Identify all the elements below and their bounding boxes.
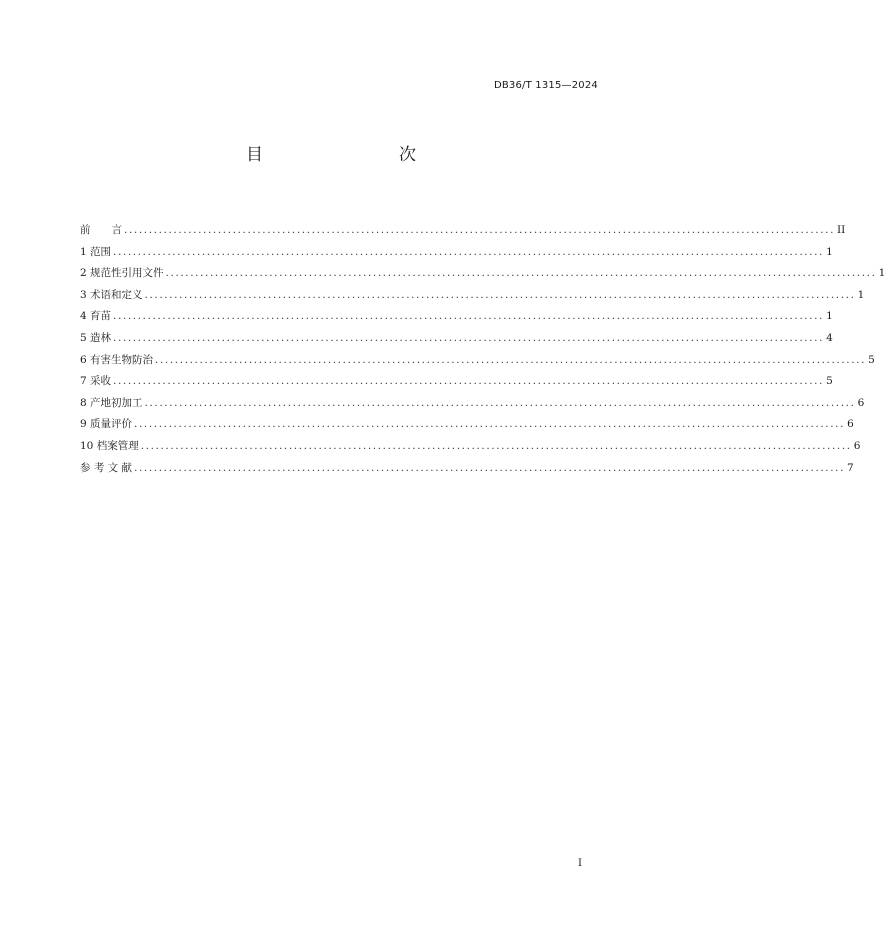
- toc-leader-dots: ................................................................................................................................................: [113, 310, 825, 323]
- toc-entry-scope[interactable]: [80, 244, 833, 266]
- toc-entry-page: 1: [826, 310, 833, 323]
- toc-entry-label: 4 育苗: [80, 310, 112, 323]
- toc-entry-label: 10 档案管理: [80, 439, 139, 452]
- toc-entry-page: 6: [857, 396, 865, 409]
- toc-leader-dots: ................................................................................................................................................: [165, 267, 877, 280]
- toc-leader-dots: ................................................................................................................................................: [155, 353, 867, 366]
- toc-entry-label: 1 范围: [80, 245, 112, 258]
- toc-entry-label: 3 术语和定义: [80, 288, 143, 301]
- toc-entry-pest-control[interactable]: [80, 352, 875, 374]
- toc-entry-page: 1: [857, 288, 865, 301]
- toc-entry-foreword[interactable]: [80, 222, 846, 244]
- toc-entry-page: 1: [878, 267, 885, 280]
- toc-leader-dots: ................................................................................................................................................: [113, 331, 825, 344]
- toc-entry-bibliography[interactable]: [80, 460, 854, 482]
- toc-leader-dots: ................................................................................................................................................: [124, 224, 836, 236]
- toc-entry-label: 6 有害生物防治: [80, 353, 154, 366]
- toc-entry-label: 8 产地初加工: [80, 396, 143, 409]
- toc-leader-dots: ................................................................................................................................................: [113, 375, 825, 388]
- toc-entry-seedling[interactable]: [80, 308, 833, 330]
- table-of-contents: [80, 222, 885, 481]
- toc-entry-page: II: [837, 224, 846, 236]
- toc-entry-processing[interactable]: [80, 395, 865, 417]
- toc-entry-page: 6: [847, 418, 854, 431]
- toc-entry-terms[interactable]: [80, 287, 865, 309]
- toc-entry-quality[interactable]: [80, 416, 854, 438]
- toc-leader-dots: ................................................................................................................................................: [140, 439, 852, 452]
- toc-entry-page: 5: [826, 375, 833, 388]
- toc-leader-dots: ................................................................................................................................................: [144, 288, 856, 301]
- toc-entry-label: 前 言: [80, 224, 122, 236]
- toc-leader-dots: ................................................................................................................................................: [113, 245, 825, 258]
- toc-entry-label: 5 造林: [80, 331, 112, 344]
- toc-entry-afforestation[interactable]: [80, 330, 833, 352]
- toc-entry-page: 1: [826, 245, 833, 258]
- toc-entry-page: 7: [847, 461, 854, 474]
- toc-entry-label: 7 采收: [80, 375, 112, 388]
- standard-code: DB36/T 1315—2024: [493, 80, 598, 91]
- toc-entry-label: 参 考 文 献: [80, 461, 133, 474]
- toc-entry-label: 9 质量评价: [80, 418, 133, 431]
- toc-entry-records[interactable]: [80, 438, 861, 460]
- toc-entry-page: 4: [826, 331, 833, 344]
- page-title: 目 次: [246, 145, 450, 165]
- toc-entry-harvest[interactable]: [80, 373, 833, 395]
- toc-entry-label: 2 规范性引用文件: [80, 267, 164, 280]
- toc-entry-page: 5: [868, 353, 875, 366]
- toc-leader-dots: ................................................................................................................................................: [134, 418, 846, 431]
- toc-leader-dots: ................................................................................................................................................: [144, 396, 856, 409]
- toc-entry-normative-references[interactable]: [80, 265, 885, 287]
- toc-entry-page: 6: [853, 439, 861, 452]
- toc-leader-dots: ................................................................................................................................................: [134, 461, 846, 474]
- page-number: I: [578, 858, 582, 869]
